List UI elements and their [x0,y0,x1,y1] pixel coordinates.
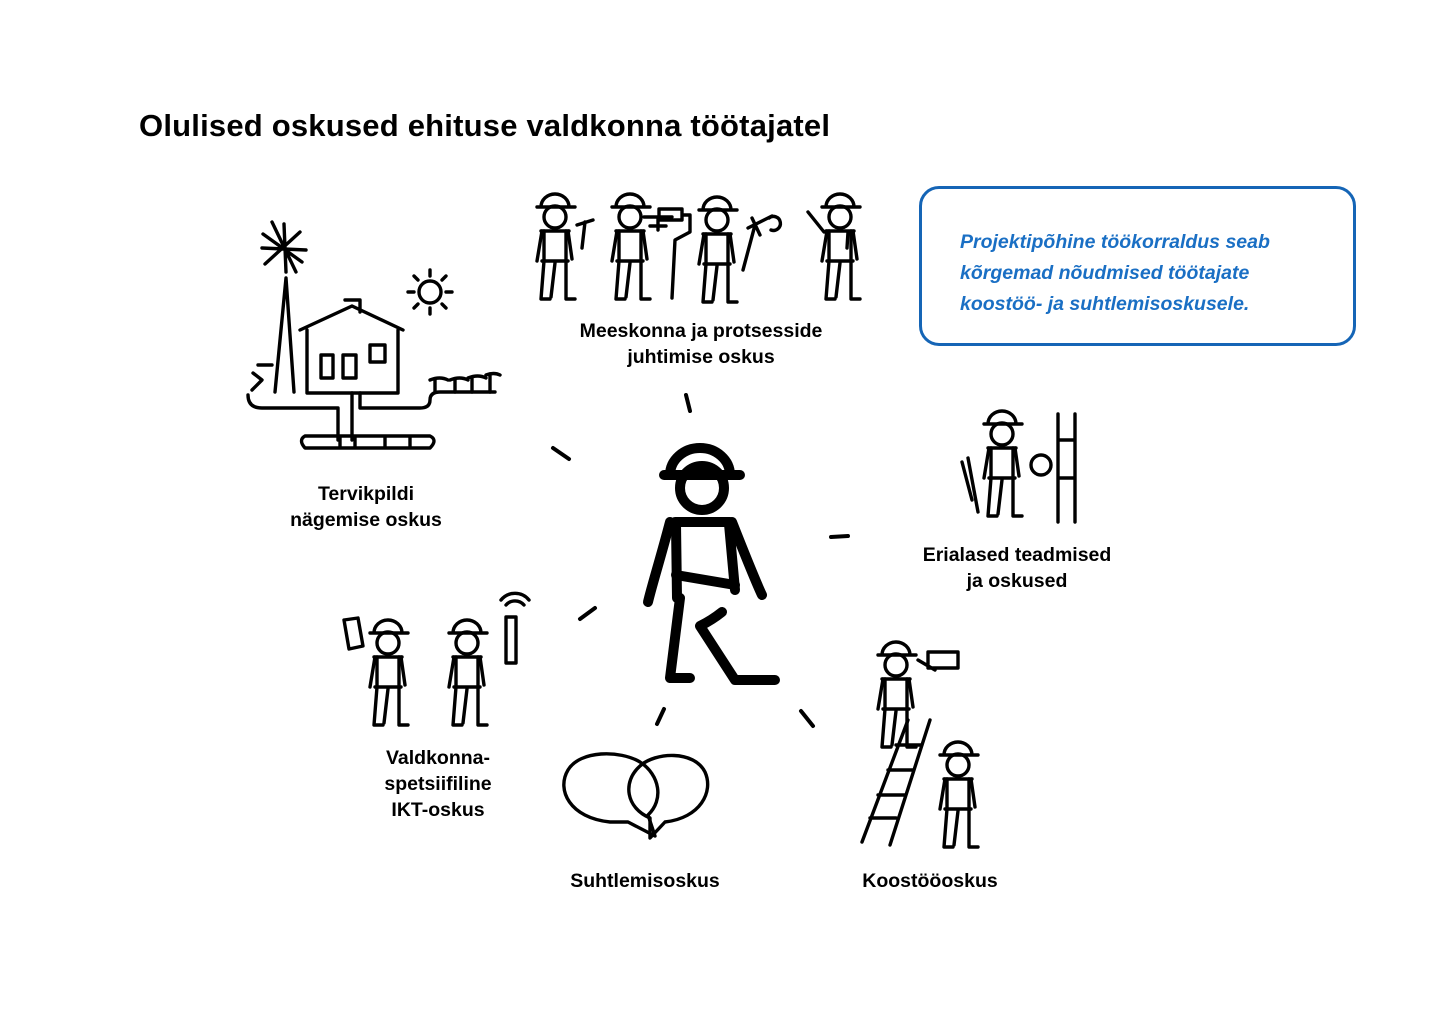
connector-communication [657,709,664,724]
worker-scaffold-icon [962,411,1075,522]
callout-line-3: koostöö- ja suhtlemisoskusele. [960,293,1250,315]
label-bigpicture-line-2: nägemise oskus [290,509,442,531]
label-ict-line-3: IKT-oskus [391,799,485,821]
speech-bubbles-icon [564,754,708,838]
label-bigpicture-line-1: Tervikpildi [317,483,415,505]
workers-devices-icon [344,593,529,725]
connector-professional [831,536,848,537]
label-team-line-1: Meeskonna ja protsesside [579,320,823,342]
connector-cooperation [801,711,813,726]
callout-line-2: kõrgemad nõudmised töötajate [960,262,1250,284]
workers-team-icon [537,194,860,302]
house-infrastructure-icon [248,222,500,448]
label-ict [358,745,518,823]
label-ict-line-2: spetsiifiline [384,773,492,795]
connector-ict [580,608,595,619]
label-cooperation [838,868,1022,894]
central-worker-icon [648,448,775,680]
label-communication [540,868,750,894]
label-team [548,318,854,370]
label-ict-line-1: Valdkonna- [385,747,491,769]
label-professional-line-2: ja oskused [966,570,1068,592]
label-professional-line-1: Erialased teadmised [922,544,1112,566]
connector-bigpicture [553,448,569,459]
label-cooperation-line-1: Koostööoskus [862,870,998,892]
label-bigpicture [262,481,470,533]
label-professional [888,542,1146,594]
label-communication-line-1: Suhtlemisoskus [570,870,720,892]
connector-team [686,395,690,411]
label-team-line-2: juhtimise oskus [627,346,775,368]
callout-line-1: Projektipõhine töökorraldus seab [960,231,1270,253]
workers-ladder-icon [862,642,978,847]
page-title: Olulised oskused ehituse valdkonna töötajatel [139,108,831,143]
